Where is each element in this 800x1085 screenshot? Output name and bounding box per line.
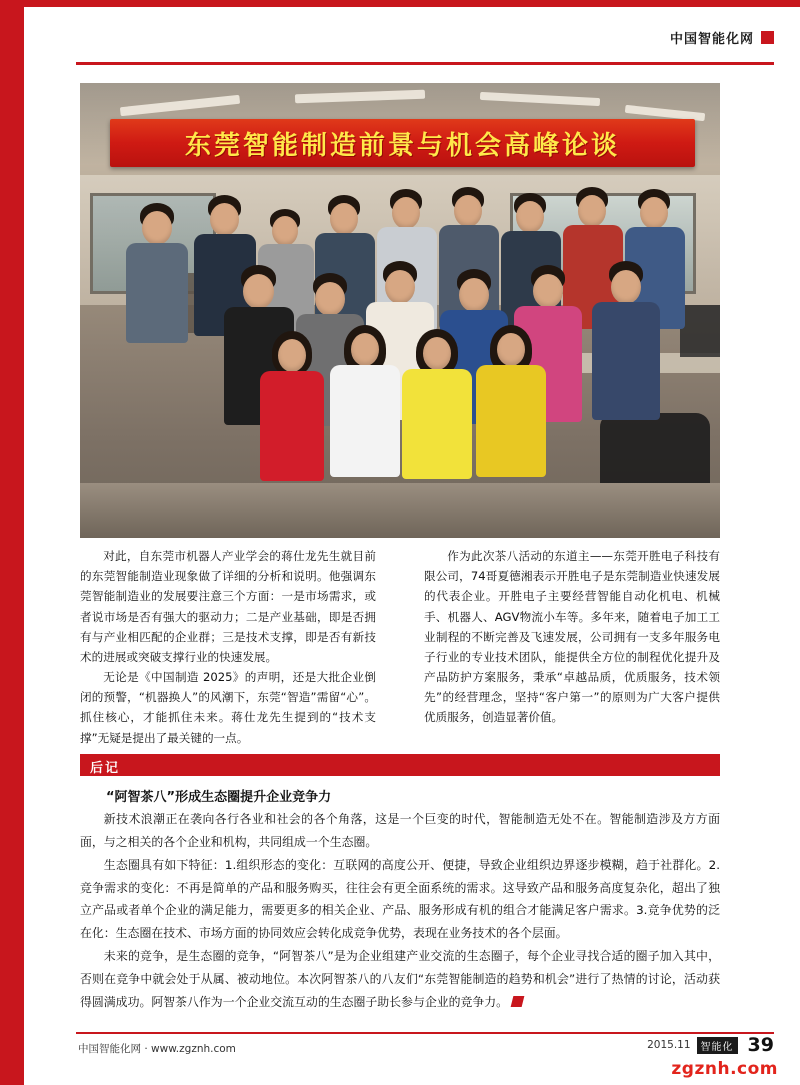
- photo-monitor: [680, 305, 720, 357]
- paragraph: 对此，自东莞市机器人产业学会的蒋仕龙先生就目前的东莞智能制造业现象做了详细的分析和说明。他强调东莞智能制造业的发展要注意三个方面：一是市场需求，或者说市场是否有强大的驱动力；二是产业基础，即是否拥有与产业相匹配的企业群；三是技术支撑，即是否有新技术的进展或突破支撑行业的快速发展。: [80, 549, 376, 664]
- photo-background: [80, 83, 720, 538]
- paragraph: 生态圈具有如下特征：1.组织形态的变化：互联网的高度公开、便捷，导致企业组织边界逐步模糊，趋于社群化。2.竞争需求的变化：不再是简单的产品和服务购买，往往会有更全面系统的需求。这导致产品和服务高度复杂化，超出了独立产品或者单个企业的满足能力，需要更多的相关企业、产品、服务形成有机的组合才能满足客户需求。3.竞争优势的泛在化：生态圈在技术、市场方面的协同效应会转化成竞争优势，表现在业务技术的各个层面。: [80, 857, 720, 941]
- end-of-article-icon: [511, 996, 525, 1007]
- left-red-band: [0, 0, 24, 1085]
- forum-photo: [80, 83, 720, 538]
- section-body: [80, 808, 720, 1014]
- ceiling-light-icon: [480, 92, 600, 106]
- paragraph: 作为此次茶八活动的东道主——东莞开胜电子科技有限公司，74哥夏德湘表示开胜电子是东莞制造业快速发展的代表企业。开胜电子主要经营智能自动化机电、机械手、机器人、AGV物流小车等。多年来，随着电子加工工业制程的不断完善及飞速发展，公司拥有一支多年服务电子行业的专业技术团队，能提供全方位的制程优化提升及产品防护方案服务，秉承“卓越品质，优质服务，技术领先”的经营理念，坚持“客户第一”的原则为广大客户提供优质服务，创造显著价值。: [424, 549, 720, 725]
- section-header-label: 后记: [90, 761, 121, 776]
- ceiling-light-icon: [120, 95, 240, 116]
- publication-title: 中国智能化网: [669, 32, 754, 47]
- paragraph-with-endmark: [80, 945, 720, 1014]
- paragraph-text: 未来的竞争，是生态圈的竞争，“阿智茶八”是为企业组建产业交流的生态圈子，每个企业寻找合适的圈子加入其中，否则在竞争中就会处于从属、被动地位。本次阿智茶八的八友们“东莞智能制造的趋势和机会”进行了热情的讨论，活动获得圆满成功。阿智茶八作为一个企业交流互动的生态圈子助长参与企业的竞争力。: [80, 949, 720, 1009]
- footer-date: 2015.11: [647, 1039, 691, 1051]
- article-column-right: [424, 546, 720, 728]
- ceiling-light-icon: [295, 90, 425, 104]
- footer-logo: 智能化: [697, 1037, 738, 1054]
- section-header-bar: [80, 754, 720, 776]
- paragraph: 新技术浪潮正在袭向各行各业和社会的各个角落，这是一个巨变的时代，智能制造无处不在。智能制造涉及方方面面，与之相关的各个企业和机构，共同组成一个生态圈。: [80, 812, 720, 849]
- top-red-band: [0, 0, 800, 7]
- page-number: 39: [747, 1034, 774, 1056]
- footer-meta: [647, 1034, 774, 1056]
- page-header: [670, 28, 774, 47]
- header-divider: [76, 62, 774, 65]
- header-square-icon: [761, 31, 774, 44]
- event-banner-text: 东莞智能制造前景与机会高峰论谈: [184, 130, 620, 161]
- footer-site: 中国智能化网 · www.zgznh.com: [78, 1043, 236, 1055]
- section-subtitle: “阿智茶八”形成生态圈提升企业竞争力: [106, 790, 332, 805]
- article-column-left: [80, 546, 376, 748]
- paragraph: 无论是《中国制造 2025》的声明，还是大批企业倒闭的预警，“机器换人”的风潮下，东莞“智造”需留“心”。抓住核心，才能抓住未来。蒋仕龙先生提到的“技术支撑”无疑是提出了最关键的一点。: [80, 670, 376, 745]
- photo-floor: [80, 483, 720, 538]
- watermark: zgznh.com: [671, 1059, 778, 1079]
- event-banner: [110, 119, 695, 167]
